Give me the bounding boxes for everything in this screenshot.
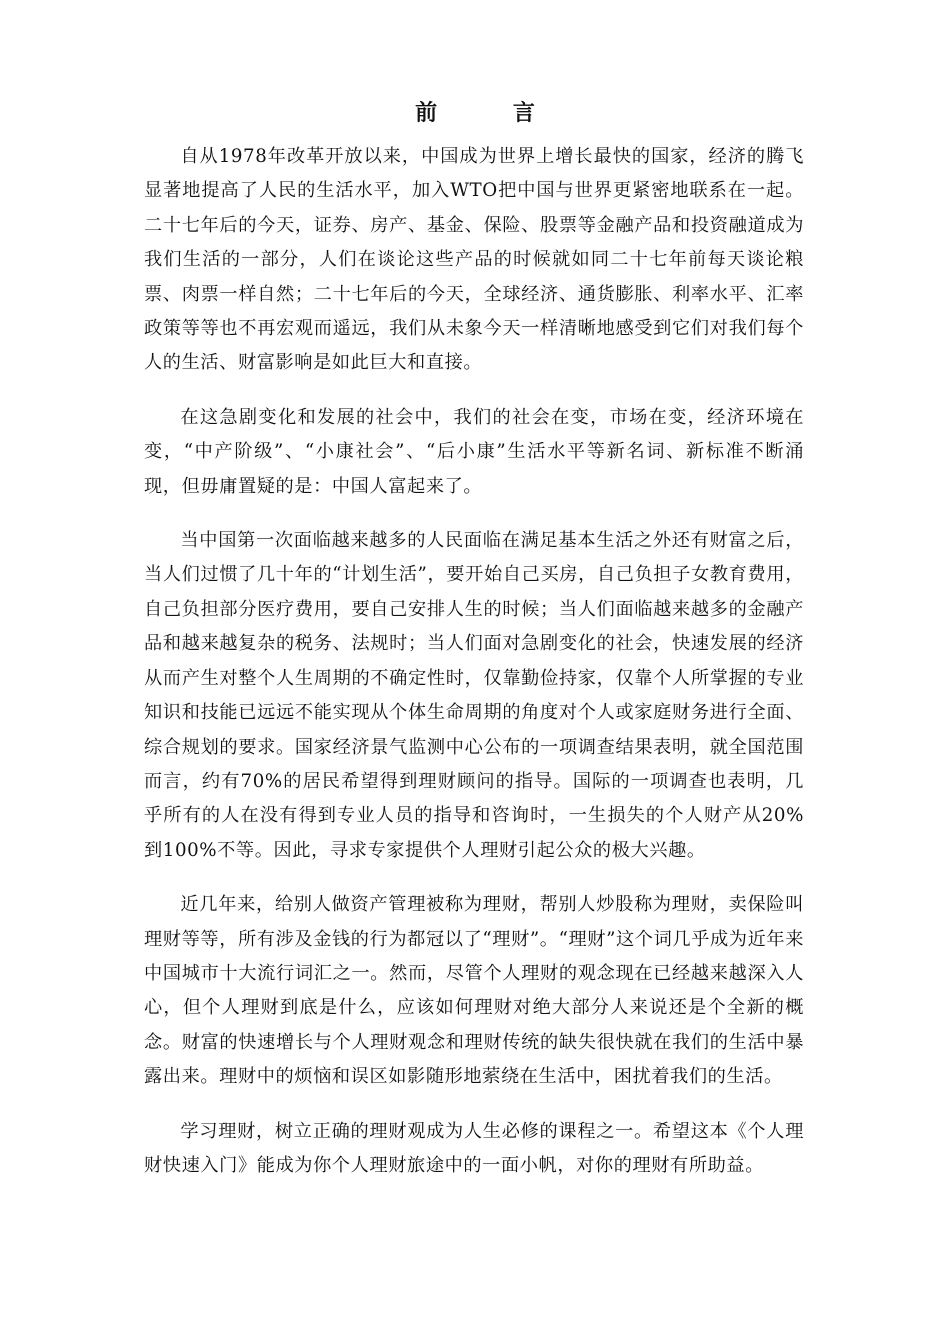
paragraph-5: 学习理财，树立正确的理财观成为人生必修的课程之一。希望这本《个人理财快速入门》能成为你个人理财旅途中的一面小帆，对你的理财有所助益。 (144, 1120, 804, 1176)
paragraph-1: 自从1978年改革开放以来，中国成为世界上增长最快的国家，经济的腾飞显著地提高了人民的生活水平，加入WTO把中国与世界更紧密地联系在一起。二十七年后的今天，证券、房产、基金、保险、股票等金融产品和投资融道成为我们生活的一部分，人们在谈论这些产品的时候就如同二十七年前每天谈论粮票、肉票一样自然；二十七年后的今天，全球经济、通货膨胀、利率水平、汇率政策等等也不再宏观而遥远，我们从未象今天一样清晰地感受到它们对我们每个人的生活、财富影响是如此巨大和直接。 (144, 146, 804, 374)
paragraph-2: 在这急剧变化和发展的社会中，我们的社会在变，市场在变，经济环境在变，“中产阶级”、“小康社会”、“后小康”生活水平等新名词、新标准不断涌现，但毋庸置疑的是：中国人富起来了。 (144, 406, 804, 497)
page-title: 前 言 (415, 100, 569, 126)
paragraph-4: 近几年来，给别人做资产管理被称为理财，帮别人炒股称为理财，卖保险叫理财等等，所有涉及金钱的行为都冠以了“理财”。“理财”这个词几乎成为近年来中国城市十大流行词汇之一。然而，尽管个人理财的观念现在已经越来越深入人心，但个人理财到底是什么，应该如何理财对绝大部分人来说还是个全新的概念。财富的快速增长与个人理财观念和理财传统的缺失很快就在我们的生活中暴露出来。理财中的烦恼和误区如影随形地萦绕在生活中，困扰着我们的生活。 (144, 894, 804, 1088)
paragraph-3: 当中国第一次面临越来越多的人民面临在满足基本生活之外还有财富之后，当人们过惯了几十年的“计划生活”，要开始自己买房，自己负担子女教育费用，自己负担部分医疗费用，要自己安排人生的时候；当人们面临越来越多的金融产品和越来越复杂的税务、法规时；当人们面对急剧变化的社会，快速发展的经济从而产生对整个人生周期的不确定性时，仅靠勤俭持家，仅靠个人所掌握的专业知识和技能已远远不能实现从个体生命周期的角度对个人或家庭财务进行全面、综合规划的要求。国家经济景气监测中心公布的一项调查结果表明，就全国范围而言，约有70%的居民希望得到理财顾问的指导。国际的一项调查也表明，几乎所有的人在没有得到专业人员的指导和咨询时，一生损失的个人财产从20%到100%不等。因此，寻求专家提供个人理财引起公众的极大兴趣。 (144, 530, 804, 861)
preface-body (144, 140, 804, 1203)
